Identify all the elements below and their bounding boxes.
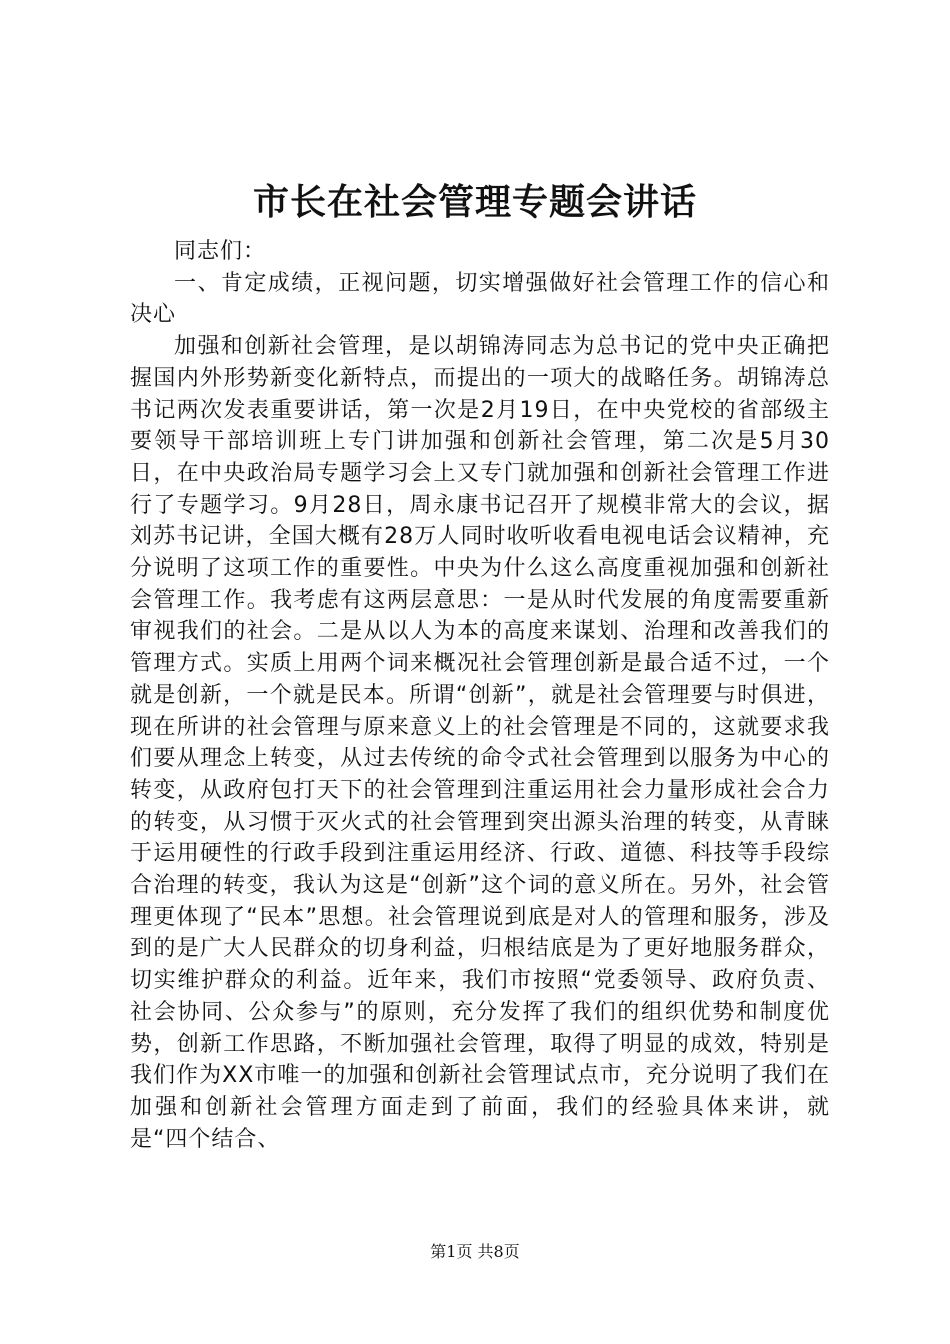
section-heading-paragraph: 一、肯定成绩，正视问题，切实增强做好社会管理工作的信心和决心 <box>130 270 830 328</box>
page-footer: 第1页 共8页 <box>430 1242 520 1261</box>
body-paragraph: 加强和创新社会管理，是以胡锦涛同志为总书记的党中央正确把握国内外形势新变化新特点，而提出的一项大的战略任务。胡锦涛总书记两次发表重要讲话，第一次是2月19日，在中央党校的省部级主要领导干部培训班上专门讲加强和创新社会管理，第二次是5月30日，在中央政治局专题学习会上又专门就加强和创新社会管理工作进行了专题学习。9月28日，周永康书记召开了规模非常大的会议，据刘苏书记讲，全国大概有28万人同时收听收看电视电话会议精神，充分说明了这项工作的重要性。中央为什么这么高度重视加强和创新社会管理工作。我考虑有这两层意思：一是从时代发展的角度需要重新审视我们的社会。二是从以人为本的高度来谋划、治理和改善我们的管理方式。实质上用两个词来概况社会管理创新是最合适不过，一个就是创新，一个就是民本。所谓“创新”，就是社会管理要与时俱进，现在所讲的社会管理与原来意义上的社会管理是不同的，这就要求我们要从理念上转变，从过去传统的命令式社会管理到以服务为中心的转变，从政府包打天下的社会管理到注重运用社会力量形成社会合力的转变，从习惯于灭火式的社会管理到突出源头治理的转变，从青睐于运用硬性的行政手段到注重运用经济、行政、道德、科技等手段综合治理的转变，我认为这是“创新”这个词的意义所在。另外，社会管理更体现了“民本”思想。社会管理说到底是对人的管理和服务，涉及到的是广大人民群众的切身利益，归根结底是为了更好地服务群众，切实维护群众的利益。近年来，我们市按照“党委领导、政府负责、社会协同、公众参与”的原则，充分发挥了我们的组织优势和制度优势，创新工作思路，不断加强社会管理，取得了明显的成效，特别是我们作为XX市唯一的加强和创新社会管理试点市，充分说明了我们在加强和创新社会管理方面走到了前面，我们的经验具体来讲，就是“四个结合、 <box>130 334 830 1152</box>
document-title: 市长在社会管理专题会讲话 <box>252 181 697 223</box>
document-body <box>130 236 830 1155</box>
salutation-paragraph: 同志们： <box>174 239 267 264</box>
